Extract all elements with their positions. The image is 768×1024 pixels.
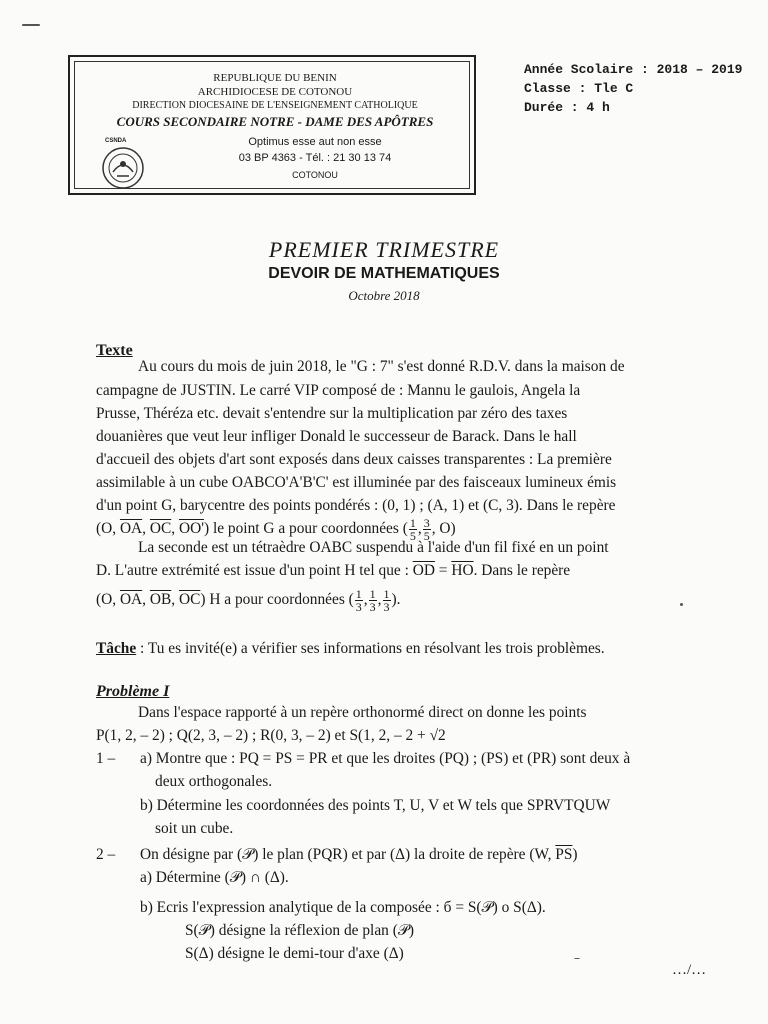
texte-p2-line-2: D. L'autre extrémité est issue d'un point H tel que : $\overline{OD} = \overline{HO}$. Dans le repère <box>96 562 571 579</box>
scan-speck <box>680 603 683 606</box>
header-motto: Optimus esse aut non esse <box>248 136 382 148</box>
probleme-1-intro: Dans l'espace rapporté à un repère orthonormé direct on donne les points <box>138 704 587 721</box>
school-header-box <box>68 55 476 195</box>
vector-od: $\overline{OD}$ <box>412 562 435 579</box>
vector-ho: $\overline{HO}$ <box>451 562 474 579</box>
header-city: COTONOU <box>292 170 338 180</box>
question-2b: b) Ecris l'expression analytique de la composée : б = S(𝒫) o S(Δ). <box>140 899 546 916</box>
seal-label: CSNDA <box>105 138 127 144</box>
texte-line-3: Prusse, Théréza etc. devait s'entendre sur la multiplication par zéro des taxes <box>96 405 568 422</box>
tache-line: Tâche : Tu es invité(e) a vérifier ses informations en résolvant les trois problèmes. <box>96 640 605 657</box>
tache-label: Tâche <box>96 640 137 657</box>
question-2-intro: On désigne par (𝒫) le plan (PQR) et par (Δ) la droite de repère (W, $\overline{PS}$) <box>140 846 578 863</box>
question-2b-def-1: S(𝒫) désigne la réflexion de plan (𝒫) <box>185 922 415 939</box>
scan-speck <box>574 958 580 959</box>
school-seal-icon <box>99 142 147 190</box>
question-2-number: 2 – <box>96 846 116 863</box>
question-2a: a) Détermine (𝒫) ∩ (Δ). <box>140 869 289 886</box>
fraction-1-3-a: $\frac{1}{3}$ <box>355 587 362 614</box>
texte-line-7: d'un point G, barycentre des points pondérés : (0, 1) ; (A, 1) et (C, 3). Dans le repère <box>96 497 616 514</box>
page-continuation-mark: …/… <box>672 962 707 978</box>
probleme-1-heading: Problème I <box>96 683 170 700</box>
exam-date: Octobre 2018 <box>348 288 420 303</box>
header-address: 03 BP 4363 - Tél. : 21 30 13 74 <box>238 152 392 164</box>
fraction-1-3-c: $\frac{1}{3}$ <box>383 587 390 614</box>
texte-line-8: (O, $\overline{OA}$, $\overline{OC}$, OO') le point G a pour coordonnées ( $\frac{1}{5}$ , $\frac{3}{5}$ , O) <box>96 516 456 543</box>
vector-oo-prime: OO' <box>178 520 204 538</box>
vector-oc: $\overline{OC}$ <box>149 520 172 538</box>
texte-line-5: d'accueil des objets d'art sont exposés dans deux caisses transparentes : La première <box>96 451 612 468</box>
fraction-1-5: $\frac{1}{5}$ <box>409 516 416 543</box>
texte-heading: Texte <box>96 342 133 359</box>
school-header-inner <box>74 61 470 189</box>
probleme-1-points: P(1, 2, – 2) ; Q(2, 3, – 2) ; R(0, 3, – 2) et S(1, 2, – 2 + √2 <box>96 727 446 744</box>
question-1-number: 1 – <box>96 750 116 767</box>
school-year: Année Scolaire : 2018 – 2019 <box>524 62 743 77</box>
vector-oa: $\overline{OA}$ <box>119 520 143 538</box>
header-archdiocese: ARCHIDIOCESE DE COTONOU <box>197 86 353 98</box>
question-1a: a) Montre que : PQ = PS = PR et que les droites (PQ) ; (PS) et (PR) sont deux à <box>140 750 631 767</box>
fraction-3-5: $\frac{3}{5}$ <box>423 516 430 543</box>
question-1b-cont: soit un cube. <box>155 820 234 837</box>
texte-line-2: campagne de JUSTIN. Le carré VIP composé de : Mannu le gaulois, Angela la <box>96 382 581 399</box>
question-2b-def-2: S(Δ) désigne le demi-tour d'axe (Δ) <box>185 945 404 962</box>
question-1b: b) Détermine les coordonnées des points T, U, V et W tels que SPRVTQUW <box>140 797 611 814</box>
texte-line-6: assimilable à un cube OABCO'A'B'C' est illuminée par des faisceaux lumineux émis <box>96 474 617 491</box>
trimester-title: PREMIER TRIMESTRE <box>268 237 500 262</box>
question-1a-cont: deux orthogonales. <box>155 773 273 790</box>
header-school-name: COURS SECONDAIRE NOTRE - DAME DES APÔTRES <box>116 114 434 129</box>
duration-info: Durée : 4 h <box>524 100 610 115</box>
texte-p2-line-1: La seconde est un tétraèdre OABC suspendu à l'aide d'un fil fixé en un point <box>138 539 609 556</box>
vector-ps: $\overline{PS}$ <box>555 846 573 863</box>
header-direction: DIRECTION DIOCESAINE DE L'ENSEIGNEMENT CATHOLIQUE <box>132 100 418 111</box>
fraction-1-3-b: $\frac{1}{3}$ <box>369 587 376 614</box>
texte-p2-line-3: (O, $\overline{OA}$, $\overline{OB}$, $\overline{OC}$) H a pour coordonnées ( $\frac{1}{3}$ , $\frac{1}{3}$ , $\frac{1}{3}$ ). <box>96 587 401 614</box>
class-info: Classe : Tle C <box>524 81 634 96</box>
subject-title: DEVOIR DE MATHEMATIQUES <box>268 265 500 282</box>
header-republic: REPUBLIQUE DU BENIN <box>213 72 337 84</box>
scan-mark <box>22 24 40 26</box>
texte-line-4: douanières que veut leur infliger Donald le successeur de Barack. Dans le hall <box>96 428 577 445</box>
texte-line-1: Au cours du mois de juin 2018, le "G : 7" s'est donné R.D.V. dans la maison de <box>138 358 625 375</box>
